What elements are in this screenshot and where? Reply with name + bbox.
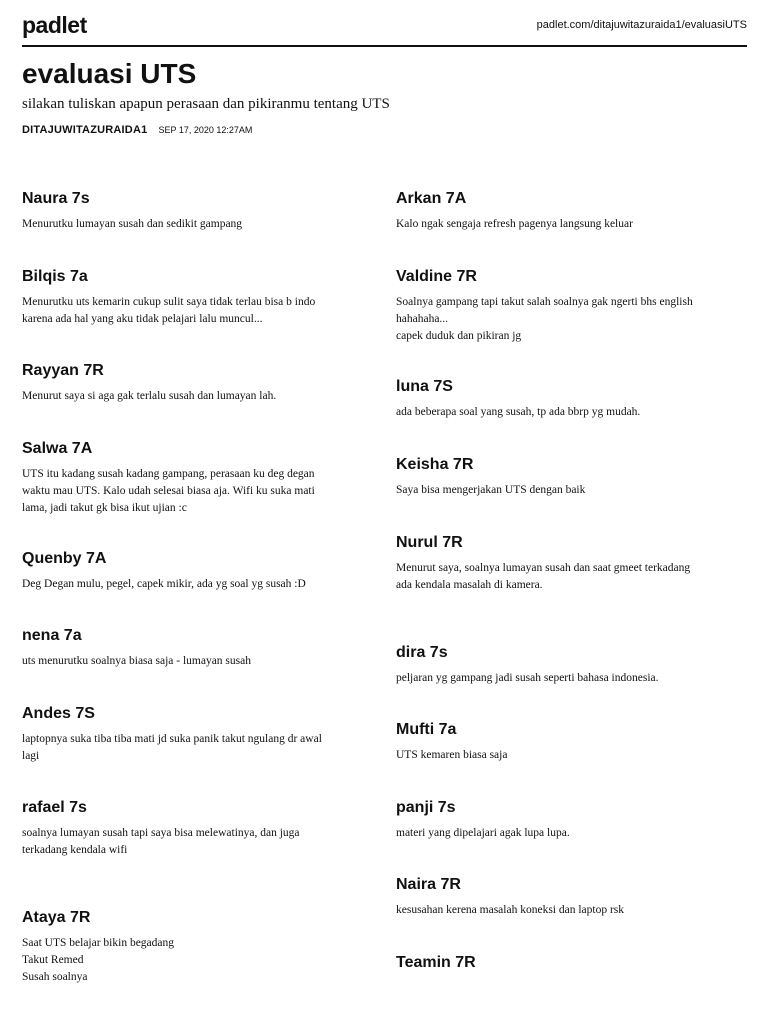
post-card[interactable] (396, 268, 746, 345)
post-title: Salwa 7A (22, 440, 93, 457)
post-card[interactable] (22, 190, 372, 233)
post-body (22, 825, 372, 859)
post-body-line: terkadang kendala wifi (22, 844, 128, 856)
post-card[interactable] (22, 705, 372, 765)
post-title: Bilqis 7a (22, 268, 88, 285)
post-card[interactable] (396, 190, 746, 233)
board-date: SEP 17, 2020 12:27AM (158, 125, 253, 135)
page-url[interactable]: padlet.com/ditajuwitazuraida1/evaluasiUTS (536, 19, 747, 31)
post-body-line: Soalnya gampang tapi takut salah soalnya gak ngerti bhs english (396, 296, 693, 308)
post-body-line: peljaran yg gampang jadi susah seperti bahasa indonesia. (396, 672, 659, 684)
post-body-line: Menurut saya, soalnya lumayan susah dan saat gmeet terkadang (396, 562, 691, 574)
post-body-line: UTS kemaren biasa saja (396, 749, 508, 761)
post-title: Nurul 7R (396, 534, 463, 551)
post-body (396, 404, 746, 421)
board-author[interactable]: DITAJUWITAZURAIDA1 (22, 124, 148, 136)
post-body-line: soalnya lumayan susah tapi saya bisa melewatinya, dan juga (22, 827, 300, 839)
post-body-line: Saat UTS belajar bikin begadang (22, 937, 175, 949)
post-body (396, 670, 746, 687)
post-title: Quenby 7A (22, 550, 107, 567)
post-body-line: karena ada hal yang aku tidak pelajari lalu muncul... (22, 313, 263, 325)
post-body (22, 653, 372, 670)
post-body-line: Kalo ngak sengaja refresh pagenya langsung keluar (396, 218, 633, 230)
post-card[interactable] (22, 440, 372, 517)
board-subtitle: silakan tuliskan apapun perasaan dan pikiranmu tentang UTS (22, 96, 390, 112)
post-body (396, 747, 746, 764)
post-title: nena 7a (22, 627, 82, 644)
post-card[interactable] (396, 378, 746, 421)
post-card[interactable] (396, 534, 746, 594)
board-meta (22, 124, 252, 136)
post-body (22, 216, 372, 233)
post-title: panji 7s (396, 799, 456, 816)
post-body-line: ada kendala masalah di kamera. (396, 579, 543, 591)
post-body (396, 560, 746, 594)
post-card[interactable] (22, 550, 372, 593)
post-title: Mufti 7a (396, 721, 457, 738)
post-title: Arkan 7A (396, 190, 467, 207)
post-card[interactable] (22, 799, 372, 859)
post-title: Rayyan 7R (22, 362, 104, 379)
post-body-line: Susah soalnya (22, 971, 88, 983)
post-body-line: materi yang dipelajari agak lupa lupa. (396, 827, 570, 839)
post-body (22, 731, 372, 765)
post-title: dira 7s (396, 644, 448, 661)
post-body (22, 576, 372, 593)
post-card[interactable] (22, 268, 372, 328)
post-card[interactable] (396, 644, 746, 687)
post-card[interactable] (396, 876, 746, 919)
post-title: Andes 7S (22, 705, 95, 722)
post-body-line: uts menurutku soalnya biasa saja - lumayan susah (22, 655, 251, 667)
post-title: Teamin 7R (396, 954, 476, 971)
post-body (396, 902, 746, 919)
post-title: Naira 7R (396, 876, 461, 893)
post-card[interactable] (396, 954, 746, 980)
post-card[interactable] (22, 362, 372, 405)
post-body-line: Menurutku uts kemarin cukup sulit saya tidak terlau bisa b indo (22, 296, 316, 308)
post-body-line: Menurutku lumayan susah dan sedikit gampang (22, 218, 243, 230)
post-card[interactable] (22, 627, 372, 670)
post-body (396, 482, 746, 499)
post-body-line: kesusahan kerena masalah koneksi dan laptop rsk (396, 904, 625, 916)
post-title: Naura 7s (22, 190, 90, 207)
post-body-line: UTS itu kadang susah kadang gampang, perasaan ku deg degan (22, 468, 315, 480)
post-card[interactable] (396, 799, 746, 842)
post-card[interactable] (22, 909, 372, 986)
post-body-line: Saya bisa mengerjakan UTS dengan baik (396, 484, 586, 496)
post-body-line: Deg Degan mulu, pegel, capek mikir, ada yg soal yg susah :D (22, 578, 306, 590)
post-title: Ataya 7R (22, 909, 91, 926)
post-card[interactable] (396, 721, 746, 764)
post-body-line: lagi (22, 750, 40, 762)
post-body (22, 935, 372, 986)
post-body-line: ada beberapa soal yang susah, tp ada bbrp yg mudah. (396, 406, 641, 418)
padlet-logo[interactable]: padlet (22, 12, 87, 38)
post-title: luna 7S (396, 378, 453, 395)
post-body-line: Takut Remed (22, 954, 84, 966)
post-body-line: Menurut saya si aga gak terlalu susah dan lumayan lah. (22, 390, 277, 402)
post-body (22, 466, 372, 517)
post-card[interactable] (396, 456, 746, 499)
post-body (396, 294, 746, 345)
post-body-line: laptopnya suka tiba tiba mati jd suka panik takut ngulang dr awal (22, 733, 322, 745)
post-body-line: hahahaha... (396, 313, 449, 325)
page-header (22, 12, 747, 47)
post-body (22, 388, 372, 405)
post-body (396, 216, 746, 233)
post-title: Valdine 7R (396, 268, 477, 285)
post-body-line: lama, jadi takut gk bisa ikut ujian :c (22, 502, 187, 514)
post-body (22, 294, 372, 328)
post-title: Keisha 7R (396, 456, 474, 473)
board-title: evaluasi UTS (22, 58, 197, 89)
post-body-line: waktu mau UTS. Kalo udah selesai biasa aja. Wifi ku suka mati (22, 485, 315, 497)
post-body (396, 825, 746, 842)
post-body-line: capek duduk dan pikiran jg (396, 330, 522, 342)
post-title: rafael 7s (22, 799, 87, 816)
